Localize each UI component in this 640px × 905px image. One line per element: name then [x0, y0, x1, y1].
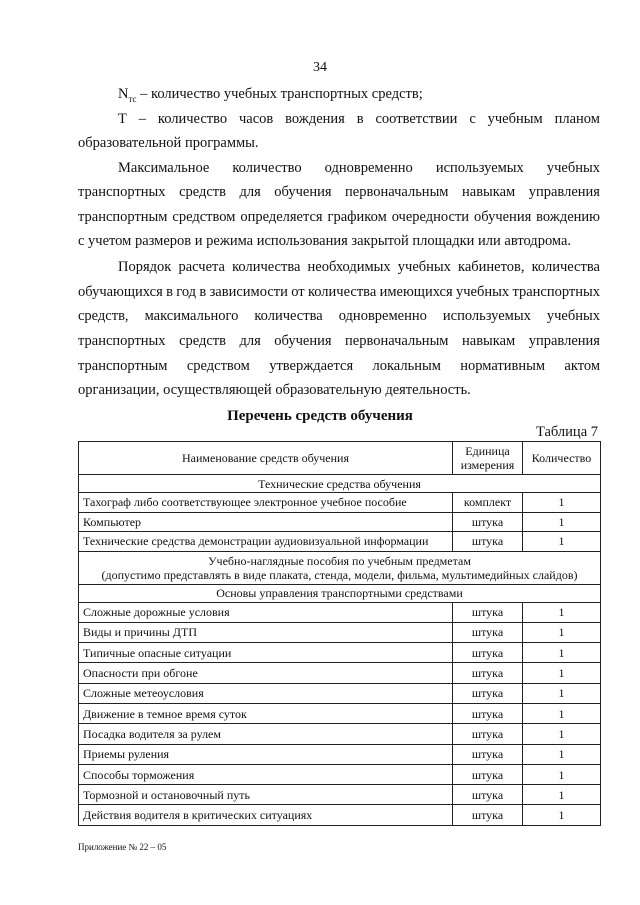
word: количества	[531, 259, 600, 275]
word: средств,	[78, 308, 129, 324]
cell-unit: штука	[453, 785, 523, 805]
section-technical: Технические средства обучения	[79, 475, 601, 493]
footer-annex: Приложение № 22 – 05	[78, 842, 167, 852]
paragraph-max-line2	[78, 184, 600, 201]
ntc-sub: тс	[128, 93, 137, 104]
word: утверждается	[269, 358, 354, 374]
word: расчета	[178, 259, 225, 275]
word: учебных	[397, 259, 451, 275]
cell-qty: 1	[523, 785, 601, 805]
word: планом	[554, 111, 600, 127]
page-number: 34	[313, 60, 327, 75]
header-unit-line2: измерения	[460, 458, 515, 472]
header-unit-line1: Единица	[465, 444, 510, 458]
word: транспортных	[512, 284, 600, 300]
table-row	[79, 744, 601, 764]
paragraph-ntc	[118, 86, 423, 104]
word: обучающихся	[78, 284, 163, 300]
word: транспортным	[78, 209, 168, 225]
word: в	[166, 284, 173, 300]
word: соответствии	[375, 111, 458, 127]
word: обучения	[274, 333, 332, 349]
cell-name: Тормозной и остановочный путь	[79, 785, 453, 805]
word: средством	[172, 209, 236, 225]
cell-qty: 1	[523, 805, 601, 825]
table-row	[79, 764, 601, 784]
word: транспортных	[78, 333, 166, 349]
section-visual-aids-line2: (допустимо представлять в виде плаката, стенда, модели, фильма, мультимедийных слайдов)	[101, 567, 578, 582]
word: количество	[232, 160, 302, 176]
word: обучения	[274, 184, 332, 200]
cell-unit: штука	[453, 622, 523, 642]
cell-qty: 1	[523, 643, 601, 663]
cell-name: Технические средства демонстрации аудиовизуальной информации	[79, 532, 453, 552]
cell-name: Посадка водителя за рулем	[79, 724, 453, 744]
cell-unit: штука	[453, 602, 523, 622]
word: транспортным	[78, 358, 168, 374]
section-visual-aids-line1: Учебно-наглядные пособия по учебным предметам	[208, 553, 471, 568]
table-row	[79, 643, 601, 663]
cell-name: Сложные метеоусловия	[79, 683, 453, 703]
word: вождению	[536, 209, 600, 225]
ntc-var: N	[118, 86, 129, 102]
table-row	[79, 493, 601, 513]
word: зависимости	[209, 284, 288, 300]
table-number: Таблица 7	[535, 424, 598, 440]
table-row	[79, 724, 601, 744]
table-row	[79, 683, 601, 703]
word: используемых	[442, 308, 531, 324]
word: для	[239, 184, 261, 200]
word: с	[469, 111, 476, 127]
cell-qty: 1	[523, 532, 601, 552]
cell-qty: 1	[523, 622, 601, 642]
cell-name: Виды и причины ДТП	[79, 622, 453, 642]
header-name: Наименование средств обучения	[79, 442, 453, 475]
word: Т	[118, 111, 127, 127]
word: очередности	[391, 209, 470, 225]
word: количества	[254, 308, 323, 324]
word: используемых	[435, 160, 524, 176]
word: средством	[186, 358, 250, 374]
paragraph-t-line1	[118, 111, 600, 128]
cell-name: Опасности при обгоне	[79, 663, 453, 683]
cell-unit: штука	[453, 703, 523, 723]
cell-name: Компьютер	[79, 512, 453, 532]
cell-qty: 1	[523, 703, 601, 723]
table-row	[79, 602, 601, 622]
table-row	[79, 532, 601, 552]
word: локальным	[372, 358, 441, 374]
word: средств	[179, 333, 226, 349]
cell-name: Типичные опасные ситуации	[79, 643, 453, 663]
paragraph-max-line3	[78, 209, 600, 226]
paragraph-order-line5	[78, 358, 600, 375]
word: вождения	[285, 111, 345, 127]
cell-unit: штука	[453, 532, 523, 552]
word: в	[356, 111, 364, 127]
word: учебных	[546, 160, 600, 176]
word: нормативным	[460, 358, 546, 374]
cell-name: Движение в темное время суток	[79, 703, 453, 723]
cell-name: Способы торможения	[79, 764, 453, 784]
table-row	[79, 805, 601, 825]
word: количества	[307, 284, 377, 300]
paragraph-max-line4: с учетом размеров и режима использования закрытой площадки или автодрома.	[78, 233, 572, 249]
header-unit	[453, 442, 523, 475]
cell-unit: штука	[453, 764, 523, 784]
paragraph-order-line1	[118, 259, 600, 276]
word: для	[239, 333, 261, 349]
table-row	[79, 703, 601, 723]
word: Порядок	[118, 259, 172, 275]
word: транспортных	[78, 184, 166, 200]
cell-name: Действия водителя в критических ситуациях	[79, 805, 453, 825]
cell-qty: 1	[523, 683, 601, 703]
word: имеющихся	[379, 284, 453, 300]
word: управления	[528, 184, 600, 200]
section-visual-aids	[79, 551, 601, 584]
paragraph-order-line4	[78, 333, 600, 350]
section-vehicle-control: Основы управления транспортными средствами	[79, 584, 601, 602]
word: первоначальным	[345, 184, 449, 200]
word: одновременно	[338, 308, 427, 324]
word: –	[138, 111, 146, 127]
header-qty: Количество	[523, 442, 601, 475]
paragraph-order-line6: организации, осуществляющей образовательную деятельность.	[78, 382, 471, 398]
cell-qty: 1	[523, 493, 601, 513]
table-row	[79, 622, 601, 642]
word: от	[291, 284, 305, 300]
word: год	[176, 284, 197, 300]
cell-unit: штука	[453, 643, 523, 663]
table-title: Перечень средств обучения	[227, 408, 413, 424]
word: количество	[157, 111, 228, 127]
table-row	[79, 785, 601, 805]
cell-unit: штука	[453, 724, 523, 744]
cell-qty: 1	[523, 663, 601, 683]
cell-unit: штука	[453, 805, 523, 825]
table-row	[79, 512, 601, 532]
word: количества	[232, 259, 301, 275]
word: максимального	[144, 308, 239, 324]
cell-qty: 1	[523, 512, 601, 532]
paragraph-order-line3	[78, 308, 600, 325]
paragraph-order-line2	[78, 284, 600, 301]
word: средств	[179, 184, 226, 200]
cell-unit: штука	[453, 683, 523, 703]
word: одновременно	[324, 160, 413, 176]
word: необходимых	[307, 259, 391, 275]
cell-unit: комплект	[453, 493, 523, 513]
word: навыкам	[462, 333, 516, 349]
cell-qty: 1	[523, 744, 601, 764]
cell-qty: 1	[523, 724, 601, 744]
table-row	[79, 663, 601, 683]
word: управления	[528, 333, 600, 349]
cell-qty: 1	[523, 602, 601, 622]
word: навыкам	[462, 184, 516, 200]
word: актом	[564, 358, 600, 374]
cell-name: Приемы руления	[79, 744, 453, 764]
cell-name: Сложные дорожные условия	[79, 602, 453, 622]
cell-name: Тахограф либо соответствующее электронное учебное пособие	[79, 493, 453, 513]
word: определяется	[240, 209, 323, 225]
cell-unit: штука	[453, 663, 523, 683]
word: обучения	[474, 209, 532, 225]
paragraph-max-line1	[118, 160, 600, 177]
word: учебным	[487, 111, 543, 127]
word: учебных	[546, 308, 600, 324]
ntc-text: – количество учебных транспортных средств;	[136, 86, 423, 102]
paragraph-t-line2: образовательной программы.	[78, 135, 259, 151]
cell-unit: штука	[453, 512, 523, 532]
word: Максимальное	[118, 160, 210, 176]
word: первоначальным	[345, 333, 449, 349]
cell-unit: штука	[453, 744, 523, 764]
word: часов	[239, 111, 274, 127]
word: учебных	[456, 284, 510, 300]
cell-qty: 1	[523, 764, 601, 784]
training-means-table	[78, 441, 601, 826]
word: кабинетов,	[458, 259, 525, 275]
word: в	[199, 284, 207, 300]
word: графиком	[327, 209, 387, 225]
